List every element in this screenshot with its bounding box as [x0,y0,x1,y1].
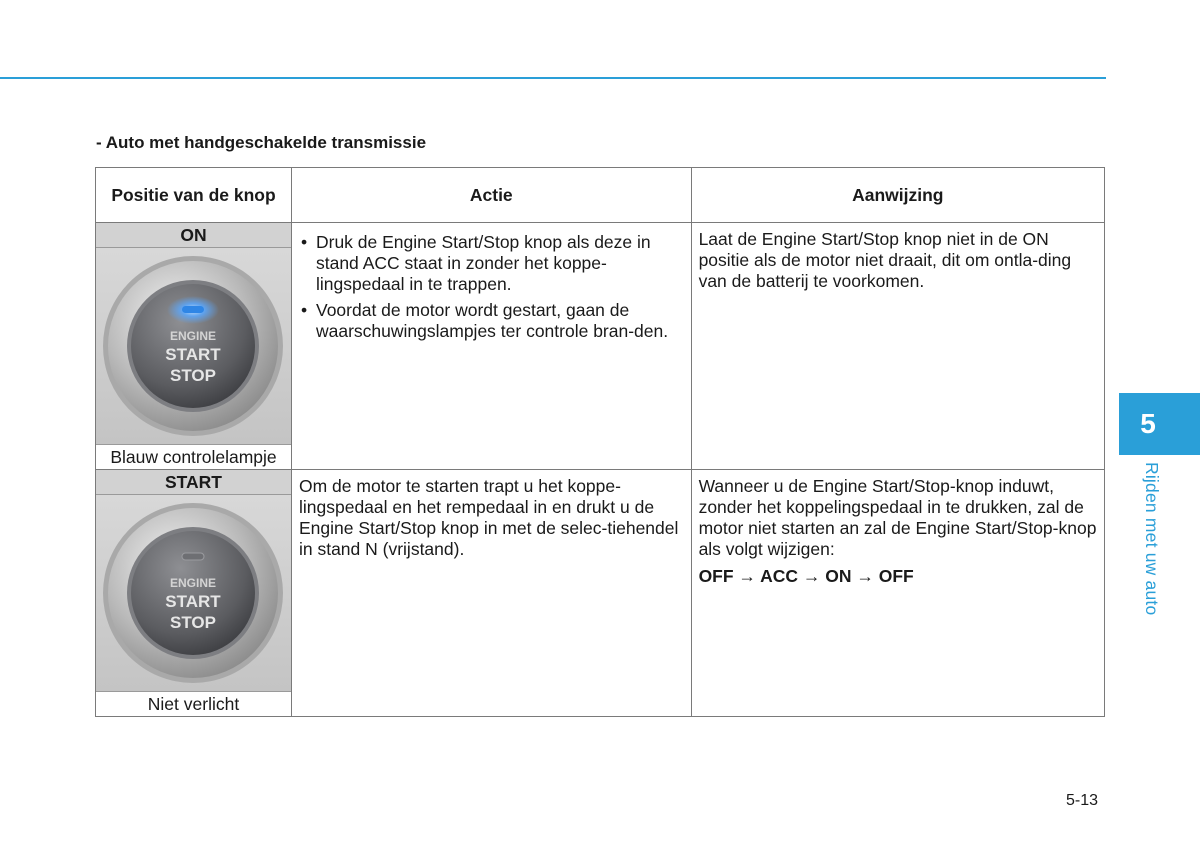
note-cell-on [691,223,1104,470]
action-item: • Druk de Engine Start/Stop knop als deze in stand ACC staat in zonder het koppe-lingspedaal in te trappen. [299,232,684,295]
button-text-engine: ENGINE [169,576,217,590]
button-text-start: START [165,592,221,611]
column-header-note: Aanwijzing [691,168,1104,223]
action-list [299,232,684,342]
position-caption: Niet verlicht [96,691,291,716]
action-cell-on [291,223,691,470]
position-caption: Blauw controlelampje [96,444,291,469]
header-rule [0,77,1106,79]
engine-button-lit-image [96,248,291,444]
page-number: 5-13 [1066,792,1099,809]
column-header-action: Actie [291,168,691,223]
section-heading: - Auto met handgeschakelde transmissie [96,133,427,152]
chapter-tab [1119,393,1200,455]
button-text-start: START [165,345,221,364]
button-text-stop: STOP [170,613,216,632]
note-text: Laat de Engine Start/Stop knop niet in de ON positie als de motor niet draait, dit om ontla-ding van de batterij te voorkomen. [698,229,1072,291]
action-item: • Voordat de motor wordt gestart, gaan de waarschuwingslampjes ter controle bran-den. [299,300,684,342]
column-header-position: Positie van de knop [96,168,292,223]
engine-button-unlit-image [96,495,291,691]
chapter-number: 5 [1140,408,1156,439]
table-row-start [96,470,1105,717]
table-row-on [96,223,1105,470]
action-cell-start [291,470,691,717]
position-cell-start [96,470,292,717]
note-cell-start [691,470,1104,717]
chapter-title: Rijden met uw auto [1142,462,1162,616]
position-cell-on [96,223,292,470]
button-text-stop: STOP [170,366,216,385]
position-label: START [96,470,291,495]
position-table [95,167,1105,717]
state-sequence: OFF → ACC → ON → OFF [698,566,914,586]
position-label: ON [96,223,291,248]
action-text: Om de motor te starten trapt u het koppe-lingspedaal en het rempedaal in en drukt u de Engine Start/Stop knop in met de selec-tiehendel in stand N (vrijstand). [298,476,679,559]
button-text-engine: ENGINE [169,329,217,343]
table-header-row [96,168,1105,223]
note-text: Wanneer u de Engine Start/Stop-knop induwt, zonder het koppelingspedaal in te drukken, zal de motor niet starten an zal de Engine Start/Stop-knop als volgt wijzigen: [698,476,1097,559]
